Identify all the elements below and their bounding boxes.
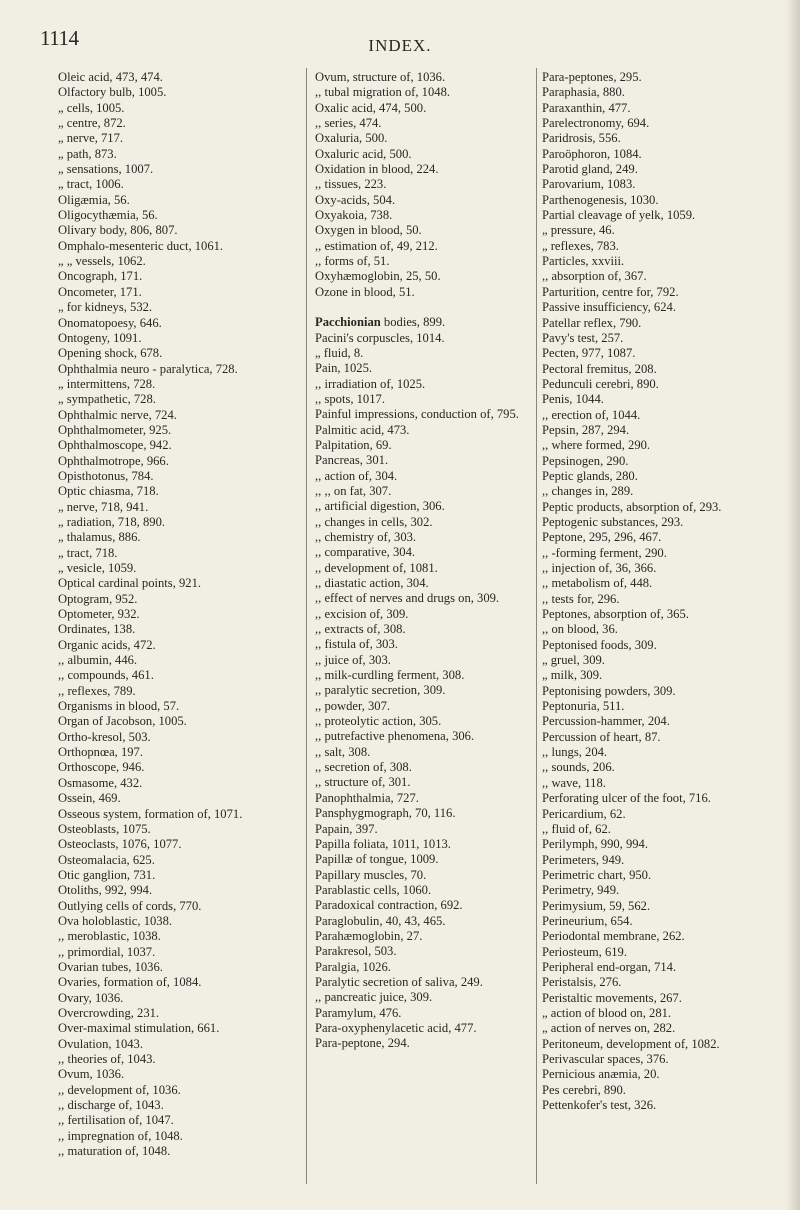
index-entry: ,, wave, 118. <box>542 775 606 790</box>
index-entry: ,, powder, 307. <box>315 698 391 713</box>
index-entry: Paraglobulin, 40, 43, 465. <box>315 913 446 928</box>
index-entry: Oxaluric acid, 500. <box>315 146 412 161</box>
index-entry: Outlying cells of cords, 770. <box>58 898 202 913</box>
index-entry: „ fluid, 8. <box>315 345 364 360</box>
index-entry: Pericardium, 62. <box>542 806 626 821</box>
index-entry: Ontogeny, 1091. <box>58 330 142 345</box>
index-entry: „ action of blood on, 281. <box>542 1005 672 1020</box>
section-headword: Pacchionian <box>315 315 381 330</box>
index-entry: Oligocythæmia, 56. <box>58 208 158 223</box>
index-entry: Paralytic secretion of saliva, 249. <box>315 974 483 989</box>
index-entry: Patellar reflex, 790. <box>542 315 642 330</box>
index-entry: „ „ vessels, 1062. <box>58 254 146 269</box>
index-entry: ,, extracts of, 308. <box>315 622 406 637</box>
index-entry: ,, structure of, 301. <box>315 775 411 790</box>
index-entry: ,, absorption of, 367. <box>542 269 647 284</box>
index-entry: Otic ganglion, 731. <box>58 867 156 882</box>
index-entry: ,, diastatic action, 304. <box>315 576 429 590</box>
index-entry: „ milk, 309. <box>542 668 603 683</box>
index-entry: Opening shock, 678. <box>58 346 163 361</box>
index-entry: Osteoclasts, 1076, 1077. <box>58 837 182 852</box>
index-entry: ,, artificial digestion, 306. <box>315 499 445 514</box>
index-entry: Perineurium, 654. <box>542 913 633 928</box>
index-entry: ,, on blood, 36. <box>542 622 618 637</box>
index-entry: Ophthalmometer, 925. <box>58 422 172 437</box>
index-entry: ,, fistula of, 303. <box>315 637 398 652</box>
index-entry: ,, paralytic secretion, 309. <box>315 683 446 698</box>
index-entry: ,, proteolytic action, 305. <box>315 714 442 729</box>
index-entry: Pernicious anæmia, 20. <box>542 1067 660 1082</box>
index-entry: ,, fertilisation of, 1047. <box>58 1113 174 1128</box>
index-entry: Parelectronomy, 694. <box>542 116 650 131</box>
index-entry: Papillæ of tongue, 1009. <box>315 852 439 867</box>
index-entry: Paradoxical contraction, 692. <box>315 898 463 913</box>
index-entry: Osteomalacia, 625. <box>58 852 155 867</box>
index-entry: ,, maturation of, 1048. <box>58 1144 171 1159</box>
index-entry: Perimetric chart, 950. <box>542 867 652 882</box>
index-entry: „ cells, 1005. <box>58 100 125 115</box>
index-entry: Organic acids, 472. <box>58 637 156 652</box>
index-entry: ,, metabolism of, 448. <box>542 576 653 591</box>
index-entry: ,, meroblastic, 1038. <box>58 929 161 944</box>
index-entry: Panophthalmia, 727. <box>315 790 419 805</box>
index-entry: Painful impressions, conduction of, 795. <box>315 407 519 422</box>
index-entry: Perimysium, 59, 562. <box>542 898 651 913</box>
index-entry: Particles, xxviii. <box>542 254 625 269</box>
index-entry: ,, changes in, 289. <box>542 484 634 499</box>
index-entry: Oleic acid, 473, 474. <box>58 70 163 84</box>
section-spacer <box>315 300 537 315</box>
index-entry: Omphalo-mesenteric duct, 1061. <box>58 238 224 253</box>
index-entry: Pain, 1025. <box>315 361 373 376</box>
index-entry: ,, tests for, 296. <box>542 591 620 606</box>
index-entry: Olivary body, 806, 807. <box>58 223 178 238</box>
index-entry: ,, forms of, 51. <box>315 254 390 269</box>
index-entry: ,, albumin, 446. <box>58 653 138 668</box>
index-entry: „ for kidneys, 532. <box>58 300 153 315</box>
index-entry: ,, reflexes, 789. <box>58 683 136 698</box>
index-entry: ,, erection of, 1044. <box>542 407 641 422</box>
index-entry: Papillary muscles, 70. <box>315 867 427 882</box>
index-entry: „ gruel, 309. <box>542 653 605 668</box>
index-entry: Perimetry, 949. <box>542 883 620 898</box>
index-entry: Pectoral fremitus, 208. <box>542 361 657 376</box>
index-entry: Ovary, 1036. <box>58 990 124 1005</box>
index-entry: „ nerve, 717. <box>58 131 124 146</box>
index-entry: ,, impregnation of, 1048. <box>58 1128 183 1143</box>
index-entry: Pedunculi cerebri, 890. <box>542 376 659 391</box>
index-entry: ,, changes in cells, 302. <box>315 514 433 529</box>
index-entry: ,, comparative, 304. <box>315 545 416 560</box>
column-divider <box>306 68 307 1184</box>
index-entry: Ovum, 1036. <box>58 1067 125 1082</box>
index-entry: „ nerve, 718, 941. <box>58 499 149 514</box>
index-entry: Pacini's corpuscles, 1014. <box>315 330 445 345</box>
index-entry: Oxy-acids, 504. <box>315 192 396 207</box>
index-entry: Opisthotonus, 784. <box>58 468 154 483</box>
index-entry: Olfactory bulb, 1005. <box>58 85 167 100</box>
index-entry: Ophthalmoscope, 942. <box>58 438 172 453</box>
index-entry: ,, discharge of, 1043. <box>58 1098 164 1113</box>
index-entry: Peptogenic substances, 293. <box>542 514 684 529</box>
index-entry: Peristalsis, 276. <box>542 975 622 990</box>
index-entry: Paralgia, 1026. <box>315 959 391 974</box>
index-entry: Periodontal membrane, 262. <box>542 929 685 944</box>
index-entry: „ reflexes, 783. <box>542 238 619 253</box>
index-entry: Paridrosis, 556. <box>542 131 621 146</box>
index-entry: ,, pancreatic juice, 309. <box>315 990 433 1005</box>
index-entry: Osteoblasts, 1075. <box>58 821 151 836</box>
index-entry: Optometer, 932. <box>58 607 140 622</box>
index-entry: Papain, 397. <box>315 821 378 836</box>
index-entry: Percussion-hammer, 204. <box>542 714 670 729</box>
index-entry: Pepsinogen, 290. <box>542 453 629 468</box>
index-entry: ,, lungs, 204. <box>542 745 608 760</box>
index-entry: ,, juice of, 303. <box>315 652 391 667</box>
index-entry: „ path, 873. <box>58 146 117 161</box>
index-entry: ,, spots, 1017. <box>315 391 385 406</box>
index-entry: Paraphasia, 880. <box>542 85 625 100</box>
index-entry: „ sensations, 1007. <box>58 162 154 177</box>
index-entry: ,, excision of, 309. <box>315 606 409 621</box>
index-entry: Oxyhæmoglobin, 25, 50. <box>315 269 441 284</box>
index-entry: Peptones, absorption of, 365. <box>542 607 689 622</box>
index-entry: Optogram, 952. <box>58 591 138 606</box>
index-entry: ,, injection of, 36, 366. <box>542 561 657 575</box>
index-entry: Periosteum, 619. <box>542 944 628 959</box>
index-entry: ,, effect of nerves and drugs on, 309. <box>315 591 500 606</box>
index-entry: Optical cardinal points, 921. <box>58 576 202 591</box>
index-entry: ,, development of, 1081. <box>315 560 438 575</box>
index-entry: Orthopnœa, 197. <box>58 745 143 760</box>
index-entry: Perilymph, 990, 994. <box>542 837 648 852</box>
index-entry: Ovaries, formation of, 1084. <box>58 975 202 990</box>
index-entry: Parovarium, 1083. <box>542 177 636 192</box>
index-entry: Pepsin, 287, 294. <box>542 422 630 437</box>
index-entry: Peptonuria, 511. <box>542 699 625 714</box>
index-entry: Perimeters, 949. <box>542 852 625 867</box>
page-number: 1114 <box>40 26 79 50</box>
index-entry: Onomatopoesy, 646. <box>58 315 162 330</box>
index-entry: Oxidation in blood, 224. <box>315 162 439 177</box>
index-entry: Peripheral end-organ, 714. <box>542 959 677 974</box>
index-entry: Papilla foliata, 1011, 1013. <box>315 836 451 851</box>
index-entry: „ tract, 1006. <box>58 177 124 192</box>
index-entry: Parotid gland, 249. <box>542 162 638 177</box>
index-entry: ,, putrefactive phenomena, 306. <box>315 729 475 744</box>
index-entry: Pansphygmograph, 70, 116. <box>315 806 456 821</box>
index-entry: Peptone, 295, 296, 467. <box>542 530 662 545</box>
index-entry: Perivascular spaces, 376. <box>542 1052 669 1066</box>
index-entry: ,, tubal migration of, 1048. <box>315 85 451 100</box>
index-entry: ,, sounds, 206. <box>542 760 615 775</box>
index-entry: Peptonised foods, 309. <box>542 637 657 652</box>
index-entry: Ophthalmotrope, 966. <box>58 453 169 468</box>
index-entry: Pettenkofer's test, 326. <box>542 1098 657 1113</box>
index-entry: Organisms in blood, 57. <box>58 699 180 714</box>
index-column-1 <box>58 70 290 1159</box>
index-entry: ,, salt, 308. <box>315 744 371 759</box>
index-entry: Paraxanthin, 477. <box>542 100 631 115</box>
index-entry: Otoliths, 992, 994. <box>58 883 153 898</box>
index-entry: „ sympathetic, 728. <box>58 392 156 407</box>
index-entry: Para-oxyphenylacetic acid, 477. <box>315 1020 477 1035</box>
index-entry: Pavy's test, 257. <box>542 330 624 345</box>
index-entry: Optic chiasma, 718. <box>58 484 159 499</box>
index-entry: ,, milk-curdling ferment, 308. <box>315 668 465 683</box>
index-entry: ,, ,, on fat, 307. <box>315 483 392 498</box>
index-entry: Oxyakoia, 738. <box>315 208 393 223</box>
index-entry: Partial cleavage of yelk, 1059. <box>542 208 696 223</box>
index-entry: „ action of nerves on, 282. <box>542 1021 676 1036</box>
index-entry: „ intermittens, 728. <box>58 376 156 391</box>
index-entry: Ortho-kresol, 503. <box>58 729 151 744</box>
index-entry: Orthoscope, 946. <box>58 760 145 775</box>
index-entry: Peritoneum, development of, 1082. <box>542 1036 720 1051</box>
page-edge-shadow <box>786 0 800 1210</box>
index-entry: Ossein, 469. <box>58 791 121 806</box>
index-entry: Oxygen in blood, 50. <box>315 223 422 238</box>
index-entry: Osmasome, 432. <box>58 775 143 790</box>
index-entry: Peristaltic movements, 267. <box>542 990 682 1005</box>
index-entry: „ centre, 872. <box>58 116 126 131</box>
index-entry: Ophthalmia neuro - paralytica, 728. <box>58 361 238 376</box>
index-entry: ,, compounds, 461. <box>58 668 154 683</box>
index-entry: Paroöphoron, 1084. <box>542 146 642 161</box>
index-entry: ,, action of, 304. <box>315 468 398 483</box>
index-entry: ,, theories of, 1043. <box>58 1052 156 1066</box>
index-entry: „ tract, 718. <box>58 545 118 560</box>
index-entry: Parthenogenesis, 1030. <box>542 192 659 207</box>
index-entry: Parablastic cells, 1060. <box>315 882 432 897</box>
index-entry: Ovarian tubes, 1036. <box>58 959 163 974</box>
index-entry: Parahæmoglobin, 27. <box>315 928 423 943</box>
index-entry: Ovulation, 1043. <box>58 1036 144 1051</box>
index-entry: Pecten, 977, 1087. <box>542 346 636 361</box>
index-entry: Ophthalmic nerve, 724. <box>58 407 177 422</box>
index-entry: Peptic products, absorption of, 293. <box>542 499 722 514</box>
index-entry: Paramylum, 476. <box>315 1005 402 1020</box>
index-entry: ,, where formed, 290. <box>542 438 651 453</box>
index-entry: Percussion of heart, 87. <box>542 729 661 744</box>
index-entry: ,, estimation of, 49, 212. <box>315 238 438 253</box>
index-entry: ,, irradiation of, 1025. <box>315 376 426 391</box>
index-entry: Palpitation, 69. <box>315 437 392 452</box>
index-entry: Ovum, structure of, 1036. <box>315 70 446 84</box>
index-entry: Pes cerebri, 890. <box>542 1082 626 1097</box>
index-entry: Overcrowding, 231. <box>58 1005 160 1020</box>
index-entry: Oncograph, 171. <box>58 269 143 284</box>
index-column-3 <box>542 70 774 1113</box>
index-entry: Peptic glands, 280. <box>542 468 638 483</box>
index-entry: ,, secretion of, 308. <box>315 760 412 775</box>
index-entry: Para-peptones, 295. <box>542 70 642 84</box>
index-entry: Pacchionian bodies, 899. <box>315 315 446 330</box>
index-entry: „ thalamus, 886. <box>58 530 141 545</box>
index-entry: Peptonising powders, 309. <box>542 683 676 698</box>
index-entry: Oxaluria, 500. <box>315 131 388 146</box>
index-column-2 <box>315 70 537 1052</box>
index-entry: Oncometer, 171. <box>58 284 142 299</box>
index-entry: ,, fluid of, 62. <box>542 821 611 836</box>
index-entry: Para-peptone, 294. <box>315 1036 410 1051</box>
index-entry: „ pressure, 46. <box>542 223 615 238</box>
index-entry: Ova holoblastic, 1038. <box>58 913 173 928</box>
index-entry: ,, -forming ferment, 290. <box>542 545 667 560</box>
index-entry: Parakresol, 503. <box>315 944 397 959</box>
index-entry: ,, development of, 1036. <box>58 1082 181 1097</box>
index-entry: „ radiation, 718, 890. <box>58 514 166 529</box>
index-entry: Palmitic acid, 473. <box>315 422 410 437</box>
index-entry: ,, series, 474. <box>315 116 382 131</box>
index-entry: Passive insufficiency, 624. <box>542 300 676 315</box>
index-entry: Perforating ulcer of the foot, 716. <box>542 791 711 806</box>
index-entry: Over-maximal stimulation, 661. <box>58 1021 220 1036</box>
index-entry: ,, primordial, 1037. <box>58 944 156 959</box>
index-entry: ,, chemistry of, 303. <box>315 529 417 544</box>
index-entry: Ordinates, 138. <box>58 622 136 637</box>
index-entry: „ vesicle, 1059. <box>58 561 137 575</box>
index-entry: Pancreas, 301. <box>315 453 389 468</box>
index-entry: Parturition, centre for, 792. <box>542 284 679 299</box>
index-entry: Organ of Jacobson, 1005. <box>58 714 187 729</box>
index-entry: ,, tissues, 223. <box>315 177 387 192</box>
page-header: INDEX. <box>368 36 432 55</box>
index-entry: Osseous system, formation of, 1071. <box>58 806 243 821</box>
index-entry: Ozone in blood, 51. <box>315 284 415 299</box>
index-entry: Penis, 1044. <box>542 392 604 407</box>
index-entry: Oligæmia, 56. <box>58 192 130 207</box>
index-entry: Oxalic acid, 474, 500. <box>315 100 427 115</box>
